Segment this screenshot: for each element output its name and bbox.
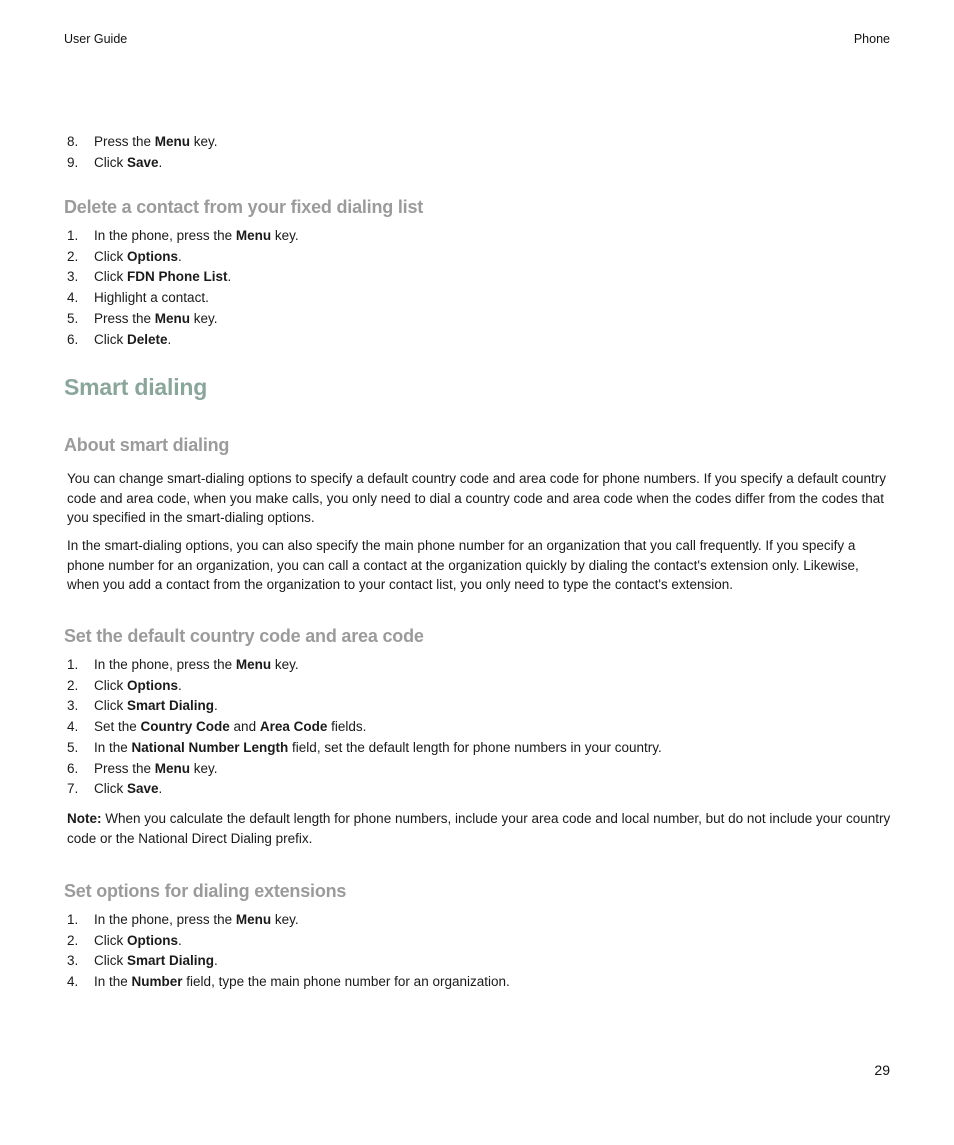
list-item	[64, 330, 892, 351]
step-text: In the	[94, 974, 132, 990]
step-number: 6.	[67, 760, 79, 776]
list-item	[64, 153, 892, 174]
running-header-left: User Guide	[64, 32, 128, 46]
step-text: In the phone, press the	[94, 228, 236, 243]
step-bold-term: Options	[127, 248, 178, 264]
step-text: Press the	[94, 310, 155, 326]
step-number: 4.	[67, 290, 79, 306]
step-text: Click	[94, 331, 127, 347]
step-bold-term: Menu	[235, 912, 272, 927]
step-bold-term: Menu	[154, 310, 191, 326]
list-item	[64, 676, 892, 697]
note-text: When you calculate the default length for phone numbers, include your area code and local number, but do not include your country code or the National Direct Dialing prefix.	[67, 811, 891, 846]
list-item	[64, 717, 892, 738]
step-text: .	[227, 269, 232, 285]
extensions-step-list	[64, 910, 892, 993]
step-text: In the	[94, 739, 132, 755]
step-bold-term: Menu	[154, 760, 191, 776]
list-item	[64, 309, 892, 330]
step-text: field, type the main phone number for an organization.	[182, 974, 510, 990]
list-item	[64, 910, 892, 931]
list-item	[64, 655, 892, 676]
step-number: 1.	[67, 228, 79, 243]
page-number: 29	[874, 1062, 890, 1078]
step-bold-term: Save	[127, 154, 159, 170]
step-text: Click	[94, 269, 127, 285]
list-item	[64, 267, 892, 288]
step-text: key.	[271, 912, 299, 927]
step-bold-term: Options	[127, 932, 178, 948]
intro-step-list	[64, 132, 892, 173]
step-number: 5.	[67, 739, 79, 755]
step-number: 1.	[67, 657, 79, 672]
step-text: Click	[94, 932, 127, 948]
step-bold-term: Smart Dialing	[127, 953, 215, 969]
running-header-right: Phone	[853, 32, 890, 46]
default-code-heading: Set the default country code and area code	[64, 626, 424, 646]
step-text: Press the	[94, 760, 155, 776]
step-text: .	[158, 154, 163, 170]
step-text: .	[178, 248, 182, 264]
step-number: 3.	[67, 698, 79, 714]
default-code-step-list	[64, 655, 892, 800]
list-item	[64, 759, 892, 780]
step-text: key.	[190, 134, 218, 149]
about-paragraph-1: You can change smart-dialing options to specify a default country code and area code for phone numbers. If you specify a default country code and area code, when you make calls, you only need to dial a country code and area code when the codes differ from the codes that you specified in the smart-dialing options.	[67, 471, 887, 525]
step-text: field, set the default length for phone numbers in your country.	[288, 739, 662, 755]
step-number: 1.	[67, 912, 79, 927]
step-number: 5.	[67, 310, 79, 326]
about-smart-dialing-heading: About smart dialing	[64, 435, 230, 455]
step-number: 3.	[67, 953, 79, 969]
smart-dialing-heading: Smart dialing	[64, 374, 208, 400]
step-text: key.	[271, 228, 299, 243]
step-number: 9.	[67, 154, 79, 170]
step-bold-term: Country Code	[140, 719, 230, 735]
delete-contact-step-list	[64, 226, 892, 350]
step-text: Set the	[94, 719, 141, 735]
step-number: 2.	[67, 932, 79, 948]
step-bold-term: Area Code	[259, 719, 328, 735]
step-text: Click	[94, 698, 127, 714]
list-item	[64, 931, 892, 952]
step-text: key.	[271, 657, 299, 672]
list-item	[64, 738, 892, 759]
step-text: .	[178, 932, 182, 948]
step-text: Highlight a contact.	[94, 290, 209, 306]
note-label: Note:	[67, 811, 102, 826]
step-text: In the phone, press the	[94, 912, 236, 927]
step-text: .	[158, 781, 163, 797]
list-item	[64, 132, 892, 153]
step-text: fields.	[327, 719, 367, 735]
step-text: In the phone, press the	[94, 657, 236, 672]
list-item	[64, 288, 892, 309]
step-text: .	[214, 953, 218, 969]
step-text: Click	[94, 953, 127, 969]
step-bold-term: Options	[127, 677, 178, 693]
step-number: 4.	[67, 719, 79, 735]
step-text: .	[178, 677, 182, 693]
about-paragraph-2: In the smart-dialing options, you can also specify the main phone number for an organization that you call frequently. If you specify a phone number for an organization, you can call a contact at the organization quickly by dialing the contact's extension only. Likewise, when you add a contact from the organization to your contact list, you only need to type the contact's extension.	[67, 538, 859, 592]
delete-contact-heading: Delete a contact from your fixed dialing list	[64, 197, 424, 217]
list-item	[64, 779, 892, 800]
step-number: 6.	[67, 331, 79, 347]
step-text: key.	[190, 760, 218, 776]
step-text: Click	[94, 248, 127, 264]
step-text: Press the	[94, 134, 155, 149]
step-text: and	[229, 719, 260, 735]
step-bold-term: Smart Dialing	[127, 698, 215, 714]
list-item	[64, 951, 892, 972]
step-bold-term: National Number Length	[131, 739, 289, 755]
step-number: 7.	[67, 781, 79, 797]
step-number: 8.	[67, 134, 79, 149]
step-text: Click	[94, 781, 127, 797]
step-text: Click	[94, 677, 127, 693]
step-bold-term: FDN Phone List	[127, 269, 228, 285]
step-text: key.	[190, 310, 218, 326]
note-paragraph	[64, 809, 892, 849]
list-item	[64, 696, 892, 717]
step-text: .	[214, 698, 218, 714]
step-number: 3.	[67, 269, 79, 285]
list-item	[64, 972, 892, 993]
step-text: Click	[94, 154, 127, 170]
step-bold-term: Delete	[127, 331, 168, 347]
list-item	[64, 247, 892, 268]
step-number: 4.	[67, 974, 79, 990]
step-number: 2.	[67, 248, 79, 264]
extensions-heading: Set options for dialing extensions	[64, 881, 347, 901]
step-bold-term: Save	[127, 781, 159, 797]
step-bold-term: Menu	[235, 657, 272, 672]
step-text: .	[167, 331, 172, 347]
step-number: 2.	[67, 677, 79, 693]
step-bold-term: Number	[131, 974, 183, 990]
list-item	[64, 226, 892, 247]
step-bold-term: Menu	[154, 134, 191, 149]
step-bold-term: Menu	[235, 228, 272, 243]
